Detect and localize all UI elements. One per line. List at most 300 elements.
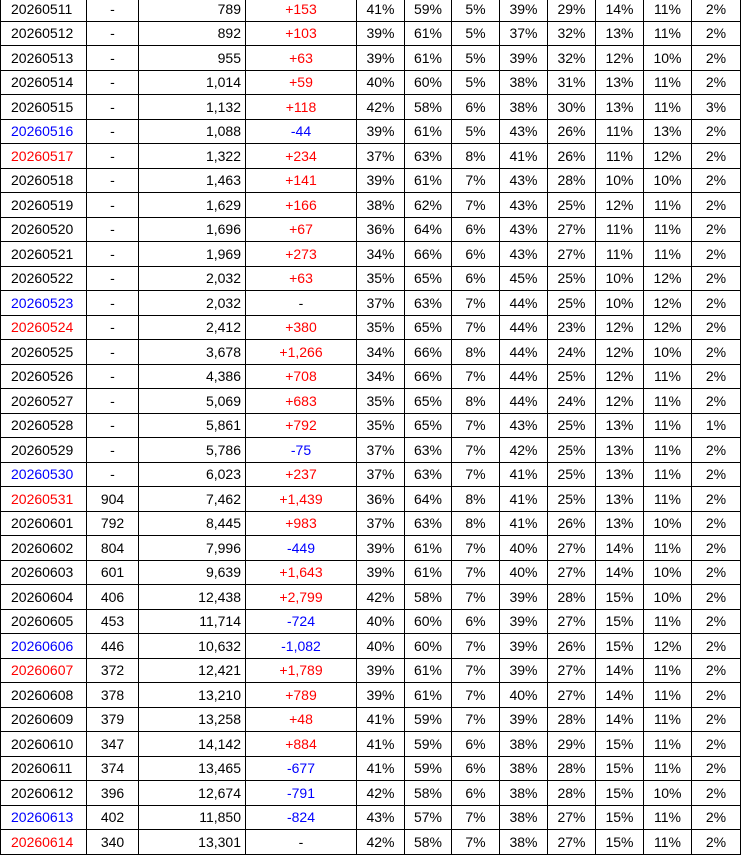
table-body [1, 0, 741, 854]
pct-cell-8: 2% [692, 364, 741, 389]
pct-cell-6: 11% [596, 144, 644, 169]
total-cell: 1,322 [139, 144, 246, 169]
pct-cell-8: 2% [692, 781, 741, 806]
total-cell: 14,142 [139, 732, 246, 757]
pct-cell-6: 13% [596, 21, 644, 46]
change-cell: +166 [246, 193, 357, 218]
total-cell: 13,210 [139, 683, 246, 708]
pct-cell-7: 10% [644, 560, 692, 585]
change-cell: -791 [246, 781, 357, 806]
table-row [1, 340, 741, 365]
pct-cell-1: 34% [357, 364, 405, 389]
change-cell: -44 [246, 119, 357, 144]
pct-cell-4: 39% [500, 585, 548, 610]
change-cell: -677 [246, 756, 357, 781]
pct-cell-7: 10% [644, 46, 692, 71]
pct-cell-4: 39% [500, 634, 548, 659]
pct-cell-6: 10% [596, 168, 644, 193]
date-cell: 20260609 [1, 707, 87, 732]
change-cell: +1,266 [246, 340, 357, 365]
pct-cell-4: 44% [500, 389, 548, 414]
pct-cell-6: 15% [596, 585, 644, 610]
pct-cell-3: 8% [452, 340, 500, 365]
table-row [1, 144, 741, 169]
change-cell: +708 [246, 364, 357, 389]
date-cell: 20260513 [1, 46, 87, 71]
total-cell: 1,969 [139, 242, 246, 267]
pct-cell-3: 6% [452, 95, 500, 120]
date-cell: 20260528 [1, 413, 87, 438]
pct-cell-2: 59% [405, 0, 452, 21]
pct-cell-3: 6% [452, 266, 500, 291]
total-cell: 12,421 [139, 658, 246, 683]
pct-cell-5: 26% [548, 634, 596, 659]
pct-cell-4: 38% [500, 70, 548, 95]
pct-cell-3: 6% [452, 242, 500, 267]
pct-cell-8: 2% [692, 0, 741, 21]
pct-cell-4: 39% [500, 707, 548, 732]
pct-cell-4: 38% [500, 732, 548, 757]
pct-cell-1: 36% [357, 217, 405, 242]
pct-cell-4: 41% [500, 462, 548, 487]
pct-cell-8: 2% [692, 756, 741, 781]
pct-cell-4: 38% [500, 756, 548, 781]
pct-cell-8: 2% [692, 560, 741, 585]
count-cell: - [87, 340, 139, 365]
pct-cell-1: 42% [357, 781, 405, 806]
pct-cell-3: 7% [452, 560, 500, 585]
pct-cell-1: 40% [357, 634, 405, 659]
date-cell: 20260512 [1, 21, 87, 46]
total-cell: 1,132 [139, 95, 246, 120]
pct-cell-4: 43% [500, 168, 548, 193]
table-row [1, 364, 741, 389]
pct-cell-6: 14% [596, 0, 644, 21]
change-cell: +273 [246, 242, 357, 267]
pct-cell-5: 27% [548, 658, 596, 683]
pct-cell-7: 10% [644, 168, 692, 193]
pct-cell-6: 13% [596, 95, 644, 120]
pct-cell-1: 41% [357, 732, 405, 757]
pct-cell-6: 15% [596, 634, 644, 659]
pct-cell-6: 14% [596, 658, 644, 683]
date-cell: 20260608 [1, 683, 87, 708]
table-row [1, 511, 741, 536]
pct-cell-5: 27% [548, 560, 596, 585]
count-cell: - [87, 242, 139, 267]
table-row [1, 217, 741, 242]
date-cell: 20260521 [1, 242, 87, 267]
date-cell: 20260601 [1, 511, 87, 536]
pct-cell-7: 11% [644, 609, 692, 634]
pct-cell-6: 11% [596, 217, 644, 242]
change-cell: +118 [246, 95, 357, 120]
total-cell: 955 [139, 46, 246, 71]
count-cell: - [87, 389, 139, 414]
change-cell: - [246, 830, 357, 855]
pct-cell-8: 2% [692, 830, 741, 855]
pct-cell-7: 11% [644, 658, 692, 683]
pct-cell-2: 60% [405, 609, 452, 634]
total-cell: 13,301 [139, 830, 246, 855]
change-cell: +789 [246, 683, 357, 708]
table-row [1, 70, 741, 95]
table-row [1, 0, 741, 21]
change-cell: +59 [246, 70, 357, 95]
pct-cell-3: 8% [452, 389, 500, 414]
date-cell: 20260605 [1, 609, 87, 634]
date-cell: 20260523 [1, 291, 87, 316]
table-row [1, 756, 741, 781]
pct-cell-6: 12% [596, 46, 644, 71]
change-cell: +683 [246, 389, 357, 414]
total-cell: 7,462 [139, 487, 246, 512]
pct-cell-3: 7% [452, 315, 500, 340]
pct-cell-3: 7% [452, 291, 500, 316]
pct-cell-7: 11% [644, 462, 692, 487]
pct-cell-6: 13% [596, 413, 644, 438]
count-cell: - [87, 70, 139, 95]
table-row [1, 634, 741, 659]
pct-cell-6: 13% [596, 462, 644, 487]
pct-cell-2: 66% [405, 242, 452, 267]
total-cell: 6,023 [139, 462, 246, 487]
pct-cell-2: 58% [405, 830, 452, 855]
count-cell: - [87, 315, 139, 340]
pct-cell-8: 2% [692, 168, 741, 193]
date-cell: 20260522 [1, 266, 87, 291]
pct-cell-1: 40% [357, 609, 405, 634]
pct-cell-2: 65% [405, 389, 452, 414]
pct-cell-2: 61% [405, 683, 452, 708]
table-row [1, 389, 741, 414]
pct-cell-1: 37% [357, 462, 405, 487]
pct-cell-7: 11% [644, 487, 692, 512]
total-cell: 2,032 [139, 291, 246, 316]
pct-cell-5: 27% [548, 242, 596, 267]
pct-cell-5: 25% [548, 462, 596, 487]
date-cell: 20260519 [1, 193, 87, 218]
change-cell: +1,789 [246, 658, 357, 683]
table-row [1, 560, 741, 585]
pct-cell-8: 2% [692, 340, 741, 365]
pct-cell-3: 7% [452, 193, 500, 218]
total-cell: 4,386 [139, 364, 246, 389]
pct-cell-6: 14% [596, 683, 644, 708]
pct-cell-1: 37% [357, 144, 405, 169]
pct-cell-1: 42% [357, 830, 405, 855]
pct-cell-2: 63% [405, 291, 452, 316]
pct-cell-3: 6% [452, 732, 500, 757]
pct-cell-7: 11% [644, 805, 692, 830]
table-row [1, 830, 741, 855]
count-cell: - [87, 364, 139, 389]
date-cell: 20260520 [1, 217, 87, 242]
pct-cell-5: 27% [548, 805, 596, 830]
total-cell: 11,850 [139, 805, 246, 830]
pct-cell-4: 41% [500, 144, 548, 169]
change-cell: +1,439 [246, 487, 357, 512]
table-row [1, 609, 741, 634]
pct-cell-4: 44% [500, 315, 548, 340]
pct-cell-3: 7% [452, 364, 500, 389]
change-cell: +983 [246, 511, 357, 536]
total-cell: 1,629 [139, 193, 246, 218]
pct-cell-8: 2% [692, 511, 741, 536]
pct-cell-4: 43% [500, 413, 548, 438]
pct-cell-7: 12% [644, 634, 692, 659]
pct-cell-5: 26% [548, 119, 596, 144]
pct-cell-3: 5% [452, 46, 500, 71]
pct-cell-7: 12% [644, 266, 692, 291]
pct-cell-8: 2% [692, 536, 741, 561]
pct-cell-7: 11% [644, 70, 692, 95]
pct-cell-2: 61% [405, 658, 452, 683]
date-cell: 20260604 [1, 585, 87, 610]
change-cell: - [246, 291, 357, 316]
change-cell: -1,082 [246, 634, 357, 659]
pct-cell-3: 7% [452, 462, 500, 487]
pct-cell-2: 60% [405, 70, 452, 95]
pct-cell-2: 61% [405, 46, 452, 71]
total-cell: 12,438 [139, 585, 246, 610]
pct-cell-6: 14% [596, 536, 644, 561]
pct-cell-6: 12% [596, 340, 644, 365]
pct-cell-4: 39% [500, 0, 548, 21]
date-cell: 20260515 [1, 95, 87, 120]
date-cell: 20260527 [1, 389, 87, 414]
pct-cell-4: 40% [500, 683, 548, 708]
date-cell: 20260612 [1, 781, 87, 806]
pct-cell-2: 59% [405, 732, 452, 757]
pct-cell-8: 2% [692, 609, 741, 634]
date-cell: 20260529 [1, 438, 87, 463]
pct-cell-8: 2% [692, 438, 741, 463]
total-cell: 1,014 [139, 70, 246, 95]
count-cell: - [87, 144, 139, 169]
pct-cell-3: 7% [452, 707, 500, 732]
pct-cell-5: 30% [548, 95, 596, 120]
total-cell: 5,861 [139, 413, 246, 438]
pct-cell-3: 6% [452, 756, 500, 781]
pct-cell-5: 25% [548, 487, 596, 512]
pct-cell-3: 7% [452, 585, 500, 610]
pct-cell-5: 24% [548, 340, 596, 365]
pct-cell-6: 13% [596, 438, 644, 463]
change-cell: +63 [246, 266, 357, 291]
count-cell: - [87, 266, 139, 291]
pct-cell-8: 1% [692, 413, 741, 438]
pct-cell-1: 42% [357, 585, 405, 610]
pct-cell-1: 37% [357, 291, 405, 316]
pct-cell-3: 7% [452, 805, 500, 830]
pct-cell-4: 43% [500, 119, 548, 144]
pct-cell-6: 10% [596, 266, 644, 291]
count-cell: 406 [87, 585, 139, 610]
pct-cell-4: 38% [500, 805, 548, 830]
pct-cell-7: 11% [644, 364, 692, 389]
pct-cell-8: 2% [692, 46, 741, 71]
pct-cell-7: 11% [644, 732, 692, 757]
pct-cell-5: 27% [548, 217, 596, 242]
pct-cell-2: 63% [405, 462, 452, 487]
pct-cell-3: 8% [452, 511, 500, 536]
pct-cell-7: 11% [644, 536, 692, 561]
pct-cell-4: 37% [500, 21, 548, 46]
pct-cell-6: 12% [596, 364, 644, 389]
pct-cell-3: 8% [452, 487, 500, 512]
pct-cell-5: 26% [548, 144, 596, 169]
pct-cell-7: 11% [644, 95, 692, 120]
change-cell: +1,643 [246, 560, 357, 585]
pct-cell-7: 12% [644, 291, 692, 316]
pct-cell-1: 39% [357, 46, 405, 71]
pct-cell-5: 28% [548, 585, 596, 610]
pct-cell-7: 11% [644, 217, 692, 242]
pct-cell-7: 11% [644, 21, 692, 46]
pct-cell-2: 66% [405, 364, 452, 389]
pct-cell-6: 15% [596, 609, 644, 634]
pct-cell-2: 65% [405, 413, 452, 438]
pct-cell-4: 39% [500, 609, 548, 634]
table-row [1, 805, 741, 830]
date-cell: 20260610 [1, 732, 87, 757]
pct-cell-7: 11% [644, 389, 692, 414]
count-cell: 792 [87, 511, 139, 536]
pct-cell-6: 12% [596, 315, 644, 340]
table-row [1, 707, 741, 732]
pct-cell-2: 61% [405, 536, 452, 561]
change-cell: +153 [246, 0, 357, 21]
count-cell: - [87, 21, 139, 46]
pct-cell-2: 66% [405, 340, 452, 365]
pct-cell-1: 43% [357, 805, 405, 830]
count-cell: - [87, 46, 139, 71]
date-cell: 20260514 [1, 70, 87, 95]
pct-cell-5: 28% [548, 756, 596, 781]
table-row [1, 658, 741, 683]
pct-cell-2: 59% [405, 756, 452, 781]
pct-cell-7: 11% [644, 0, 692, 21]
count-cell: 904 [87, 487, 139, 512]
pct-cell-8: 3% [692, 95, 741, 120]
count-cell: - [87, 193, 139, 218]
pct-cell-5: 27% [548, 609, 596, 634]
pct-cell-5: 24% [548, 389, 596, 414]
count-cell: 347 [87, 732, 139, 757]
pct-cell-3: 5% [452, 21, 500, 46]
pct-cell-7: 10% [644, 781, 692, 806]
count-cell: - [87, 217, 139, 242]
pct-cell-4: 44% [500, 291, 548, 316]
table-row [1, 315, 741, 340]
total-cell: 13,258 [139, 707, 246, 732]
pct-cell-5: 25% [548, 291, 596, 316]
change-cell: +234 [246, 144, 357, 169]
table-row [1, 536, 741, 561]
pct-cell-7: 11% [644, 438, 692, 463]
pct-cell-4: 43% [500, 217, 548, 242]
pct-cell-4: 40% [500, 536, 548, 561]
table-row [1, 781, 741, 806]
pct-cell-6: 13% [596, 70, 644, 95]
date-cell: 20260525 [1, 340, 87, 365]
date-cell: 20260603 [1, 560, 87, 585]
date-cell: 20260602 [1, 536, 87, 561]
date-cell: 20260518 [1, 168, 87, 193]
pct-cell-8: 2% [692, 658, 741, 683]
pct-cell-2: 60% [405, 634, 452, 659]
total-cell: 13,465 [139, 756, 246, 781]
pct-cell-7: 10% [644, 585, 692, 610]
pct-cell-1: 35% [357, 315, 405, 340]
pct-cell-6: 14% [596, 707, 644, 732]
pct-cell-4: 38% [500, 830, 548, 855]
count-cell: 453 [87, 609, 139, 634]
total-cell: 2,412 [139, 315, 246, 340]
count-cell: - [87, 95, 139, 120]
pct-cell-8: 2% [692, 266, 741, 291]
total-cell: 12,674 [139, 781, 246, 806]
pct-cell-8: 2% [692, 389, 741, 414]
pct-cell-2: 61% [405, 168, 452, 193]
pct-cell-6: 13% [596, 511, 644, 536]
pct-cell-8: 2% [692, 70, 741, 95]
pct-cell-8: 2% [692, 634, 741, 659]
count-cell: - [87, 119, 139, 144]
pct-cell-1: 41% [357, 707, 405, 732]
pct-cell-2: 61% [405, 560, 452, 585]
count-cell: 601 [87, 560, 139, 585]
table-row [1, 46, 741, 71]
count-cell: 379 [87, 707, 139, 732]
total-cell: 8,445 [139, 511, 246, 536]
pct-cell-8: 2% [692, 21, 741, 46]
change-cell: +237 [246, 462, 357, 487]
total-cell: 7,996 [139, 536, 246, 561]
total-cell: 1,088 [139, 119, 246, 144]
count-cell: 378 [87, 683, 139, 708]
pct-cell-2: 58% [405, 95, 452, 120]
pct-cell-5: 27% [548, 830, 596, 855]
pct-cell-1: 35% [357, 389, 405, 414]
pct-cell-6: 15% [596, 805, 644, 830]
change-cell: +141 [246, 168, 357, 193]
pct-cell-2: 65% [405, 315, 452, 340]
pct-cell-2: 65% [405, 266, 452, 291]
pct-cell-3: 7% [452, 683, 500, 708]
pct-cell-6: 10% [596, 291, 644, 316]
pct-cell-4: 44% [500, 340, 548, 365]
pct-cell-2: 57% [405, 805, 452, 830]
total-cell: 5,786 [139, 438, 246, 463]
pct-cell-8: 2% [692, 683, 741, 708]
pct-cell-4: 41% [500, 511, 548, 536]
pct-cell-4: 42% [500, 438, 548, 463]
pct-cell-6: 13% [596, 487, 644, 512]
total-cell: 1,696 [139, 217, 246, 242]
table-row [1, 21, 741, 46]
pct-cell-3: 7% [452, 438, 500, 463]
date-cell: 20260606 [1, 634, 87, 659]
total-cell: 10,632 [139, 634, 246, 659]
count-cell: 396 [87, 781, 139, 806]
change-cell: +2,799 [246, 585, 357, 610]
table-row [1, 193, 741, 218]
pct-cell-7: 11% [644, 756, 692, 781]
count-cell: - [87, 291, 139, 316]
count-cell: - [87, 462, 139, 487]
